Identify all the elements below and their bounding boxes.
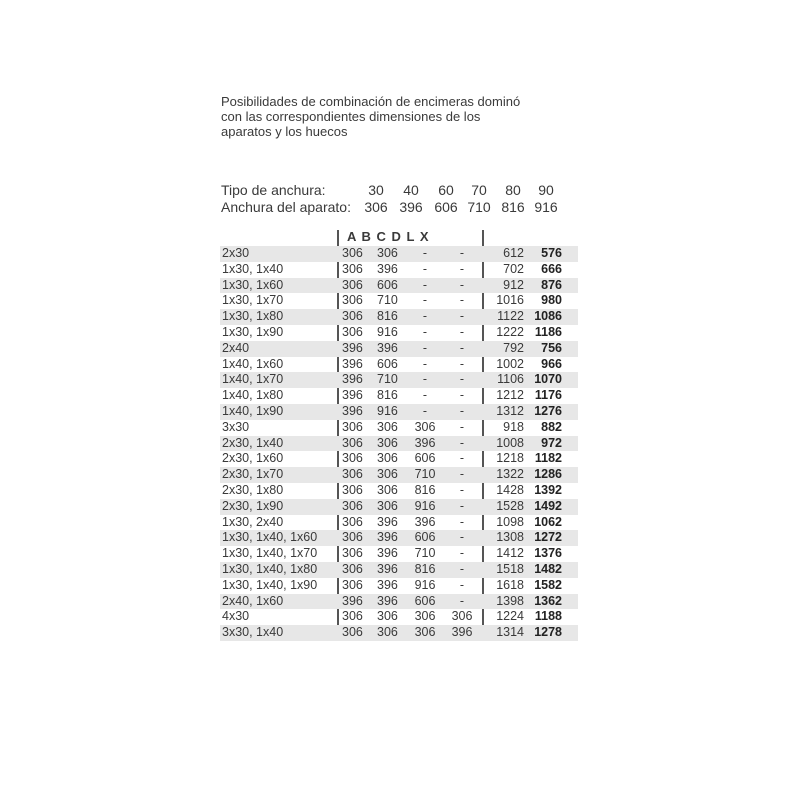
l-cell: 702 <box>503 261 524 276</box>
a-cell: 306 <box>342 324 363 339</box>
l-cell: 1222 <box>496 324 524 339</box>
c-cell: - <box>422 309 428 324</box>
table-row <box>220 515 578 531</box>
combination-cell: 1x30, 1x90 <box>222 324 284 339</box>
c-cell: - <box>422 403 428 418</box>
d-cell: - <box>459 261 465 276</box>
l-cell: 918 <box>503 419 524 434</box>
table-row <box>220 309 578 325</box>
table-row <box>220 530 578 546</box>
b-cell: 710 <box>377 293 398 308</box>
b-cell: 396 <box>377 561 398 576</box>
a-cell: 306 <box>342 546 363 561</box>
combination-cell: 1x30, 1x40, 1x60 <box>222 530 318 545</box>
combination-cell: 1x30, 1x40, 1x80 <box>222 561 318 576</box>
a-cell: 306 <box>342 609 363 624</box>
a-cell: 396 <box>342 388 363 403</box>
a-cell: 396 <box>342 356 363 371</box>
table-row <box>220 499 578 515</box>
a-cell: 306 <box>342 514 363 529</box>
b-cell: 306 <box>377 498 398 513</box>
l-cell: 1312 <box>496 403 524 418</box>
combination-cell: 2x40 <box>222 340 250 355</box>
table-row <box>220 388 578 404</box>
table-row <box>220 546 578 562</box>
x-cell: 1186 <box>534 324 562 339</box>
c-cell: 816 <box>414 482 436 497</box>
table-row <box>220 404 578 420</box>
anchura-value: 606 <box>434 199 458 215</box>
d-cell: - <box>459 356 465 371</box>
combination-cell: 1x40, 1x60 <box>222 356 284 371</box>
title-line: aparatos y los huecos <box>221 124 348 139</box>
d-cell: - <box>459 435 465 450</box>
tipo-value: 70 <box>471 182 487 198</box>
x-cell: 980 <box>541 293 562 308</box>
b-cell: 396 <box>377 340 398 355</box>
l-cell: 1528 <box>496 498 524 513</box>
l-cell: 1618 <box>496 577 524 592</box>
c-cell: 710 <box>414 467 436 482</box>
x-cell: 1176 <box>534 388 562 403</box>
d-cell: - <box>459 372 465 387</box>
l-cell: 1224 <box>496 609 524 624</box>
tipo-value: 40 <box>403 182 419 198</box>
a-cell: 306 <box>342 277 363 292</box>
d-cell: - <box>459 309 465 324</box>
x-cell: 1582 <box>534 577 562 592</box>
x-cell: 972 <box>541 435 562 450</box>
l-cell: 1098 <box>496 514 524 529</box>
table-row <box>220 372 578 388</box>
combination-cell: 1x30, 2x40 <box>222 514 284 529</box>
c-cell: 710 <box>414 546 436 561</box>
l-cell: 612 <box>503 246 524 260</box>
a-cell: 306 <box>342 561 363 576</box>
d-cell: - <box>459 340 465 355</box>
anchura-value: 710 <box>467 199 491 215</box>
a-cell: 306 <box>342 530 363 545</box>
table-row <box>220 578 578 594</box>
combination-cell: 1x30, 1x40, 1x70 <box>222 546 318 561</box>
x-cell: 1182 <box>534 451 562 466</box>
tipo-value: 90 <box>538 182 554 198</box>
b-cell: 396 <box>377 593 398 608</box>
anchura-value: 396 <box>399 199 423 215</box>
table-row <box>220 262 578 278</box>
x-cell: 576 <box>541 246 562 260</box>
b-cell: 816 <box>377 388 398 403</box>
tipo-value: 30 <box>368 182 384 198</box>
l-cell: 1122 <box>497 309 524 324</box>
table-row <box>220 625 578 641</box>
combination-cell: 1x30, 1x40, 1x90 <box>222 577 318 592</box>
d-cell: - <box>459 467 465 482</box>
c-cell: 916 <box>414 498 436 513</box>
a-cell: 306 <box>342 451 363 466</box>
title <box>221 94 581 139</box>
x-cell: 1362 <box>534 593 562 608</box>
b-cell: 396 <box>377 546 398 561</box>
a-cell: 306 <box>342 293 363 308</box>
anchura-value: 306 <box>364 199 388 215</box>
b-cell: 916 <box>377 324 398 339</box>
combination-cell: 2x30, 1x90 <box>222 498 284 513</box>
table-row <box>220 562 578 578</box>
a-cell: 306 <box>342 482 363 497</box>
a-cell: 396 <box>342 403 363 418</box>
b-cell: 396 <box>377 530 398 545</box>
d-cell: 396 <box>451 625 473 640</box>
a-cell: 306 <box>342 261 363 276</box>
d-cell: - <box>459 246 465 260</box>
l-cell: 1218 <box>496 451 524 466</box>
tipo-label: Tipo de anchura: <box>221 182 326 198</box>
combination-cell: 2x30, 1x40 <box>222 435 284 450</box>
a-cell: 306 <box>342 498 363 513</box>
b-cell: 396 <box>377 514 398 529</box>
d-cell: - <box>459 324 465 339</box>
b-cell: 306 <box>377 246 398 260</box>
table-row <box>220 594 578 610</box>
l-cell: 1518 <box>496 561 524 576</box>
c-cell: 606 <box>414 530 436 545</box>
d-cell: - <box>459 530 465 545</box>
x-cell: 1276 <box>534 403 562 418</box>
combination-cell: 4x30 <box>222 609 250 624</box>
l-cell: 1412 <box>496 546 524 561</box>
c-cell: - <box>422 340 428 355</box>
x-cell: 1070 <box>534 372 562 387</box>
title-line: Posibilidades de combinación de encimeras dominó <box>221 94 521 109</box>
b-cell: 306 <box>377 435 398 450</box>
l-cell: 1308 <box>496 530 524 545</box>
combination-cell: 2x30, 1x60 <box>222 451 284 466</box>
c-cell: - <box>422 246 428 260</box>
b-cell: 306 <box>377 467 398 482</box>
d-cell: - <box>459 546 465 561</box>
a-cell: 306 <box>342 246 363 260</box>
l-cell: 1322 <box>496 467 524 482</box>
a-cell: 396 <box>342 593 363 608</box>
x-cell: 882 <box>541 419 562 434</box>
c-cell: - <box>422 356 428 371</box>
table-row <box>220 436 578 452</box>
d-cell: - <box>459 293 465 308</box>
b-cell: 396 <box>377 261 398 276</box>
d-cell: - <box>459 403 465 418</box>
l-cell: 1428 <box>496 482 524 497</box>
d-cell: - <box>459 388 465 403</box>
d-cell: - <box>459 514 465 529</box>
d-cell: - <box>459 482 465 497</box>
c-cell: 306 <box>414 625 436 640</box>
x-cell: 1392 <box>534 482 562 497</box>
b-cell: 306 <box>377 482 398 497</box>
d-cell: - <box>459 577 465 592</box>
x-cell: 1272 <box>534 530 562 545</box>
l-cell: 1106 <box>497 372 524 387</box>
c-cell: 396 <box>414 435 436 450</box>
table-row <box>220 293 578 309</box>
d-cell: - <box>459 451 465 466</box>
b-cell: 306 <box>377 419 398 434</box>
c-cell: - <box>422 261 428 276</box>
a-cell: 306 <box>342 309 363 324</box>
table-row <box>220 357 578 373</box>
l-cell: 912 <box>503 277 524 292</box>
combination-cell: 2x30 <box>222 246 250 260</box>
b-cell: 306 <box>377 625 398 640</box>
table-row <box>220 278 578 294</box>
l-cell: 792 <box>503 340 524 355</box>
tipo-value: 80 <box>505 182 521 198</box>
table-row <box>220 451 578 467</box>
d-cell: - <box>459 277 465 292</box>
x-cell: 1482 <box>534 561 562 576</box>
columns-header: A B C D L X <box>347 229 430 244</box>
combination-cell: 2x40, 1x60 <box>222 593 284 608</box>
x-cell: 1492 <box>534 498 562 513</box>
d-cell: - <box>459 498 465 513</box>
table-row <box>220 420 578 436</box>
b-cell: 606 <box>377 277 398 292</box>
table-row <box>220 467 578 483</box>
table-row <box>220 341 578 357</box>
tipo-value: 60 <box>438 182 454 198</box>
x-cell: 1062 <box>534 514 562 529</box>
l-cell: 1212 <box>496 388 524 403</box>
a-cell: 396 <box>342 340 363 355</box>
c-cell: - <box>422 388 428 403</box>
c-cell: - <box>422 372 428 387</box>
c-cell: 916 <box>414 577 436 592</box>
l-cell: 1002 <box>496 356 524 371</box>
combination-cell: 3x30 <box>222 419 250 434</box>
combination-cell: 1x40, 1x90 <box>222 403 284 418</box>
combination-cell: 1x30, 1x40 <box>222 261 284 276</box>
a-cell: 306 <box>342 577 363 592</box>
d-cell: - <box>459 561 465 576</box>
table-row <box>220 483 578 499</box>
x-cell: 1376 <box>534 546 562 561</box>
anchura-value: 816 <box>501 199 525 215</box>
a-cell: 396 <box>342 372 363 387</box>
x-cell: 666 <box>541 261 562 276</box>
combination-cell: 1x40, 1x80 <box>222 388 284 403</box>
x-cell: 1278 <box>534 625 562 640</box>
combination-cell: 1x30, 1x80 <box>222 309 284 324</box>
combination-cell: 2x30, 1x70 <box>222 467 284 482</box>
b-cell: 816 <box>377 309 398 324</box>
d-cell: - <box>459 419 465 434</box>
c-cell: 306 <box>414 419 436 434</box>
c-cell: - <box>422 293 428 308</box>
l-cell: 1008 <box>496 435 524 450</box>
c-cell: 306 <box>414 609 436 624</box>
c-cell: - <box>422 324 428 339</box>
b-cell: 916 <box>377 403 398 418</box>
combination-cell: 1x30, 1x70 <box>222 293 284 308</box>
anchura-label: Anchura del aparato: <box>221 199 351 215</box>
title-line: con las correspondientes dimensiones de los <box>221 109 481 124</box>
c-cell: 606 <box>414 593 436 608</box>
a-cell: 306 <box>342 625 363 640</box>
x-cell: 966 <box>541 356 562 371</box>
c-cell: 816 <box>414 561 436 576</box>
table-row <box>220 609 578 625</box>
a-cell: 306 <box>342 419 363 434</box>
combination-table <box>220 246 578 641</box>
b-cell: 306 <box>377 451 398 466</box>
b-cell: 396 <box>377 577 398 592</box>
x-cell: 1286 <box>534 467 562 482</box>
combination-cell: 2x30, 1x80 <box>222 482 284 497</box>
table-row <box>220 325 578 341</box>
combination-cell: 3x30, 1x40 <box>222 625 284 640</box>
table-row <box>220 246 578 262</box>
anchura-value: 916 <box>534 199 558 215</box>
combination-cell: 1x40, 1x70 <box>222 372 284 387</box>
l-cell: 1398 <box>496 593 524 608</box>
b-cell: 606 <box>377 356 398 371</box>
l-cell: 1016 <box>496 293 524 308</box>
x-cell: 1086 <box>534 309 562 324</box>
l-cell: 1314 <box>496 625 524 640</box>
c-cell: - <box>422 277 428 292</box>
a-cell: 306 <box>342 467 363 482</box>
d-cell: 306 <box>451 609 473 624</box>
x-cell: 756 <box>541 340 562 355</box>
x-cell: 876 <box>541 277 562 292</box>
c-cell: 606 <box>414 451 436 466</box>
x-cell: 1188 <box>534 609 562 624</box>
c-cell: 396 <box>414 514 436 529</box>
a-cell: 306 <box>342 435 363 450</box>
d-cell: - <box>459 593 465 608</box>
b-cell: 710 <box>377 372 398 387</box>
b-cell: 306 <box>377 609 398 624</box>
combination-cell: 1x30, 1x60 <box>222 277 284 292</box>
